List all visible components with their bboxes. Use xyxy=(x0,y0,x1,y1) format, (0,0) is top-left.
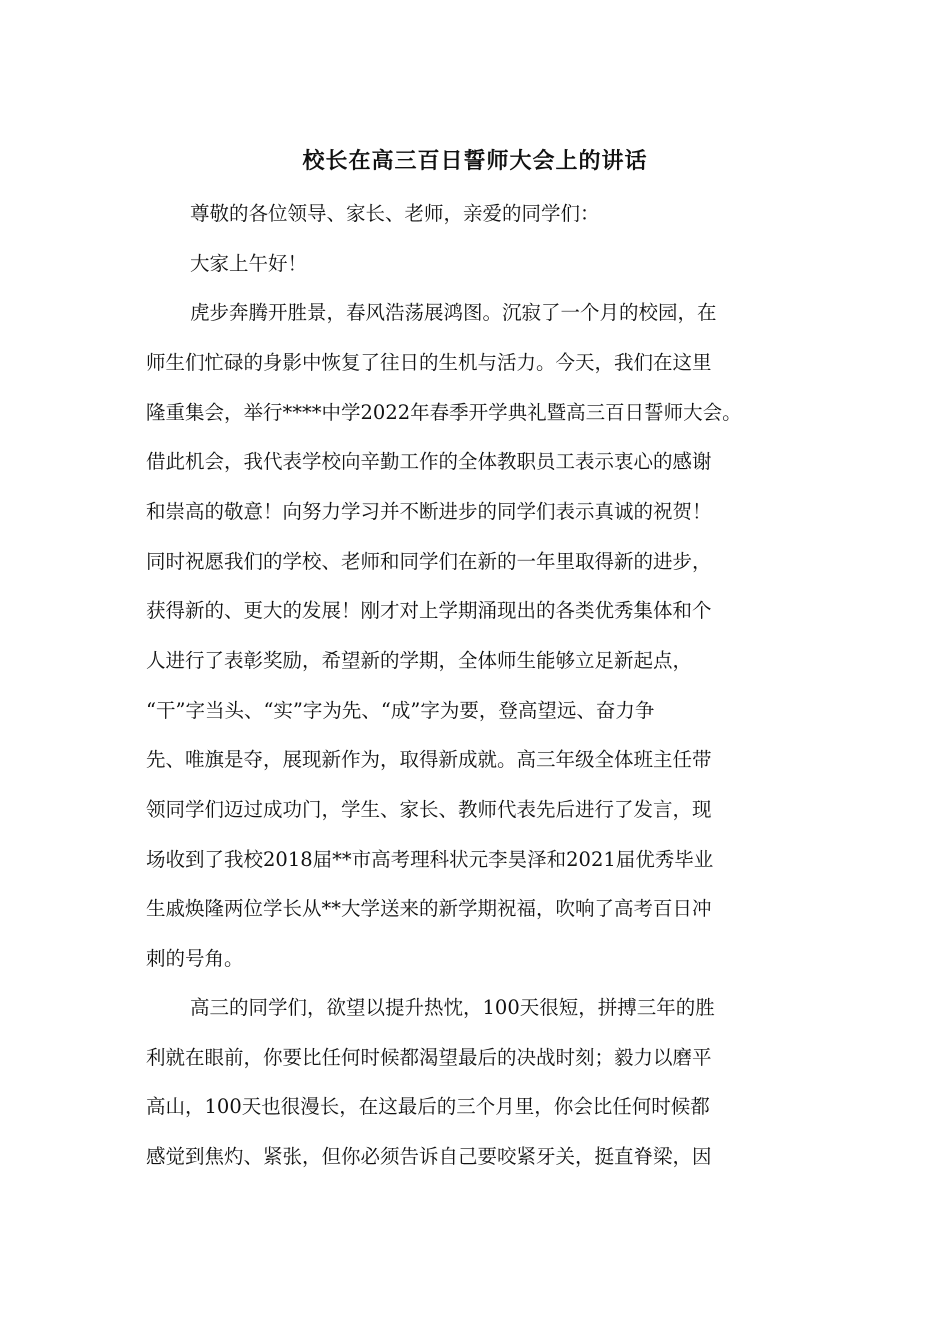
paragraph-line: 高山，100天也很漫长，在这最后的三个月里，你会比任何时候都 xyxy=(146,1095,710,1118)
paragraph-line: 同时祝愿我们的学校、老师和同学们在新的一年里取得新的进步， xyxy=(146,550,712,573)
paragraph-line: “干”字当头、“实”字为先、“成”字为要，登高望远、奋力争 xyxy=(146,699,655,722)
paragraph-line: 感觉到焦灼、紧张，但你必须告诉自己要咬紧牙关，挺直脊梁，因 xyxy=(146,1145,712,1168)
paragraph-line: 和崇高的敬意！向努力学习并不断进步的同学们表示真诚的祝贺！ xyxy=(146,500,712,523)
paragraph-line: 师生们忙碌的身影中恢复了往日的生机与活力。今天，我们在这里 xyxy=(146,351,712,374)
paragraph-line: 隆重集会，举行****中学2022年春季开学典礼暨高三百日誓师大会。 xyxy=(146,401,742,424)
paragraph-line: 先、唯旗是夺，展现新作为，取得新成就。高三年级全体班主任带 xyxy=(146,748,712,771)
paragraph-line: 刺的号角。 xyxy=(146,947,244,970)
paragraph-line: 领同学们迈过成功门，学生、家长、教师代表先后进行了发言，现 xyxy=(146,798,712,821)
greeting: 大家上午好！ xyxy=(190,252,308,275)
paragraph-line: 高三的同学们，欲望以提升热忱，100天很短，拼搏三年的胜 xyxy=(190,996,715,1019)
paragraph-line: 利就在眼前，你要比任何时候都渴望最后的决战时刻；毅力以磨平 xyxy=(146,1046,712,1069)
paragraph-line: 借此机会，我代表学校向辛勤工作的全体教职员工表示衷心的感谢 xyxy=(146,450,712,473)
paragraph-line: 场收到了我校2018届**市高考理科状元李昊泽和2021届优秀毕业 xyxy=(146,848,714,871)
paragraph-line: 获得新的、更大的发展！刚才对上学期涌现出的各类优秀集体和个 xyxy=(146,599,712,622)
document-title: 校长在高三百日誓师大会上的讲话 xyxy=(302,148,648,174)
paragraph-line: 人进行了表彰奖励，希望新的学期，全体师生能够立足新起点， xyxy=(146,649,693,672)
salutation: 尊敬的各位领导、家长、老师，亲爱的同学们： xyxy=(190,202,600,225)
paragraph-line: 生戚焕隆两位学长从**大学送来的新学期祝福，吹响了高考百日冲 xyxy=(146,897,712,920)
paragraph-line: 虎步奔腾开胜景，春风浩荡展鸿图。沉寂了一个月的校园，在 xyxy=(190,301,717,324)
